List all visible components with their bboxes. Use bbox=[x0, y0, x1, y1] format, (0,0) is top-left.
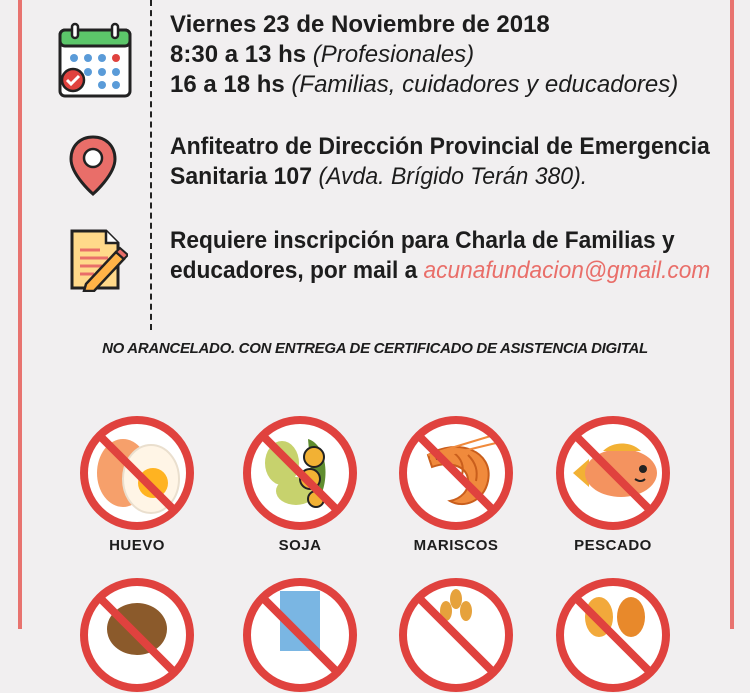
venue-address: (Avda. Brígido Terán 380). bbox=[318, 163, 588, 190]
allergen-nuts bbox=[67, 577, 207, 693]
fish-icon bbox=[555, 415, 671, 531]
event-date: Viernes 23 de Noviembre de 2018 bbox=[170, 11, 550, 38]
time2-note: (Familias, cuidadores y educadores) bbox=[291, 71, 679, 98]
allergen-label: MARISCOS bbox=[413, 537, 499, 554]
time-families bbox=[170, 70, 678, 100]
left-border bbox=[18, 0, 22, 629]
egg-icon bbox=[79, 415, 195, 531]
registration-line1: Requiere inscripción para Charla de Familias y bbox=[170, 227, 675, 254]
allergen-egg bbox=[67, 415, 207, 554]
walnut-icon bbox=[79, 577, 195, 693]
contact-email[interactable]: acunafundacion@gmail.com bbox=[423, 257, 711, 284]
allergen-label: PESCADO bbox=[574, 537, 652, 554]
time1-note: (Profesionales) bbox=[312, 41, 475, 68]
calendar-icon bbox=[58, 22, 132, 103]
time1: 8:30 a 13 hs bbox=[170, 41, 307, 68]
registration-line2 bbox=[170, 256, 710, 286]
venue-line2 bbox=[170, 162, 710, 192]
soy-icon bbox=[242, 415, 358, 531]
shrimp-icon bbox=[398, 415, 514, 531]
registration-info bbox=[170, 226, 741, 286]
location-pin-icon bbox=[68, 135, 118, 202]
notice-banner: NO ARANCELADO. CON ENTREGA DE CERTIFICADO DE ASISTENCIA DIGITAL bbox=[102, 340, 648, 357]
allergen-milk bbox=[230, 577, 370, 693]
venue-name: Sanitaria 107 bbox=[170, 163, 313, 190]
time-professionals bbox=[170, 40, 678, 70]
registration-text: educadores, por mail a bbox=[170, 257, 418, 284]
time2: 16 a 18 hs bbox=[170, 71, 285, 98]
allergen-soy bbox=[230, 415, 370, 554]
document-pencil-icon bbox=[68, 228, 128, 297]
dashed-divider bbox=[150, 0, 152, 330]
allergen-label: SOJA bbox=[278, 537, 322, 554]
allergen-gluten bbox=[386, 577, 526, 693]
milk-icon bbox=[242, 577, 358, 693]
allergen-fish bbox=[543, 415, 683, 554]
allergen-label: HUEVO bbox=[109, 537, 165, 554]
event-schedule bbox=[170, 10, 678, 100]
wheat-icon bbox=[398, 577, 514, 693]
allergen-peanut bbox=[543, 577, 683, 693]
event-venue bbox=[170, 132, 733, 192]
allergen-shellfish bbox=[386, 415, 526, 554]
peanut-icon bbox=[555, 577, 671, 693]
right-border bbox=[730, 0, 734, 629]
venue-line1: Anfiteatro de Dirección Provincial de Emergencia bbox=[170, 133, 710, 160]
